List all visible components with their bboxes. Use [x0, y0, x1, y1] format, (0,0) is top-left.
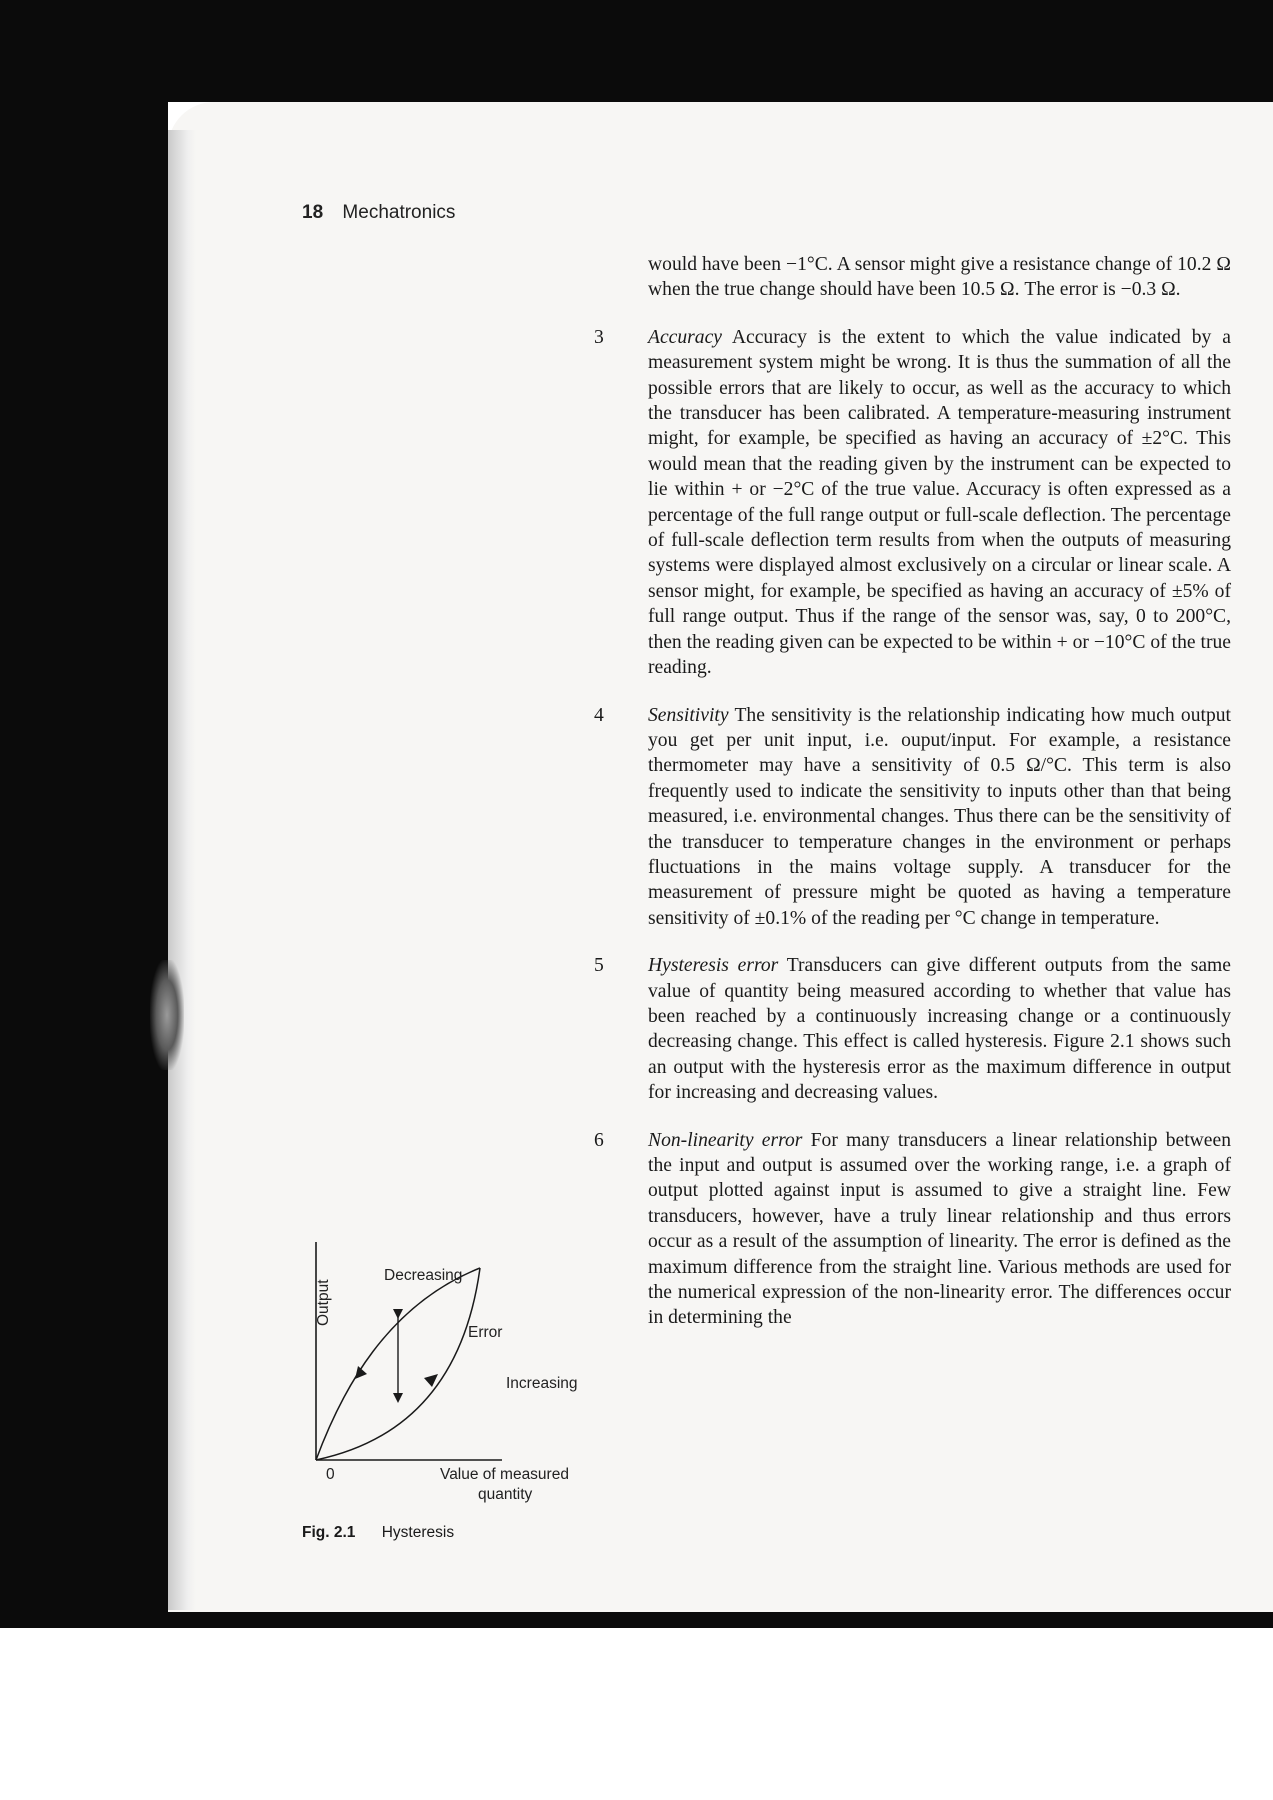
scan-border-bottom: [0, 1612, 1273, 1628]
list-item-number: 6: [594, 1129, 604, 1151]
body-text: [594, 252, 1231, 1353]
list-item-nonlinearity: [594, 1128, 1231, 1331]
x-axis-label-continued: quantity: [478, 1486, 533, 1503]
paragraph-continuation: would have been −1°C. A sensor might give a resistance change of 10.2 Ω when the true change should have been 10.5 Ω. The error is −0.3 Ω.: [648, 254, 1231, 301]
hysteresis-figure: [292, 1230, 632, 1550]
term-heading: Non-linearity error: [648, 1129, 803, 1151]
scan-border-left: [0, 0, 168, 1628]
list-item-text: Accuracy is the extent to which the value indicated by a measurement system might be wrong. It is thus the summation of all the possible errors that are likely to occur, as well as the accuracy to which the transducer has been calibrated. A temperature-measuring instrument might, for example, be specified as having an accuracy of ±2°C. This would mean that the reading given by the instrument can be expected to lie within + or −2°C of the true value. Accuracy is often expressed as a percentage of the full range output or full-scale deflection. The percentage of full-scale deflection term results from when the outputs of measuring systems were displayed almost exclusively on a circular or linear scale. A sensor might, for example, be specified as having an accuracy of ±5% of full range output. Thus if the range of the sensor was, say, 0 to 200°C, then the reading given can be expected to be within + or −10°C of the true reading.: [648, 326, 1231, 679]
figure-caption: [302, 1524, 454, 1542]
x-axis-label: Value of measured: [440, 1466, 569, 1483]
list-item-hysteresis: [594, 953, 1231, 1105]
origin-label: 0: [326, 1466, 335, 1483]
increasing-label: Increasing: [506, 1375, 578, 1392]
book-title: Mechatronics: [342, 202, 456, 223]
term-heading: Accuracy: [648, 326, 722, 348]
running-head: [302, 202, 455, 224]
increasing-direction-arrow: [424, 1374, 438, 1387]
list-item-number: 3: [594, 326, 604, 348]
list-item-text: Transducers can give different outputs from the same value of quantity being measured according to whether that value has been reached by a continuously increasing change or a continuously decreasing change. This effect is called hysteresis. Figure 2.1 shows such an output with the hysteresis error as the maximum difference in output for increasing and decreasing values.: [648, 955, 1231, 1104]
list-item-text: For many transducers a linear relationship between the input and output is assumed over the working range, i.e. a graph of output plotted against input is assumed to give a straight line. Few transducers, however, have a truly linear relationship and thus errors occur as a result of the assumption of linearity. The error is defined as the maximum difference from the straight line. Various methods are used for the numerical expression of the non-linearity error. The differences occur in determining the: [648, 1129, 1231, 1329]
term-heading: Hysteresis error: [648, 955, 779, 977]
page-gutter-shadow: [168, 130, 196, 1610]
scan-smudge: [150, 960, 184, 1070]
list-item-sensitivity: [594, 703, 1231, 932]
list-item-number: 4: [594, 704, 604, 726]
list-item-number: 5: [594, 955, 604, 977]
decreasing-label: Decreasing: [384, 1267, 463, 1284]
y-axis-label: Output: [315, 1279, 332, 1326]
error-label: Error: [468, 1324, 503, 1341]
page-number: 18: [302, 202, 324, 223]
term-heading: Sensitivity: [648, 704, 729, 726]
list-item-text: The sensitivity is the relationship indicating how much output you get per unit input, i.e. ouput/input. For example, a resistance thermometer may have a sensitivity of 0.5 Ω/°C. This term is also frequently used to indicate the sensitivity to inputs other than that being measured, i.e. environmental changes. Thus there can be the sensitivity of the transducer to temperature changes in the environment or perhaps fluctuations in the mains voltage supply. A transducer for the measurement of pressure might be quoted as having a temperature sensitivity of ±0.1% of the reading per °C change in temperature.: [648, 704, 1231, 929]
scan-border-top: [0, 0, 1273, 102]
figure-title: Hysteresis: [381, 1524, 455, 1541]
list-item-accuracy: [594, 325, 1231, 681]
figure-number: Fig. 2.1: [302, 1524, 356, 1541]
